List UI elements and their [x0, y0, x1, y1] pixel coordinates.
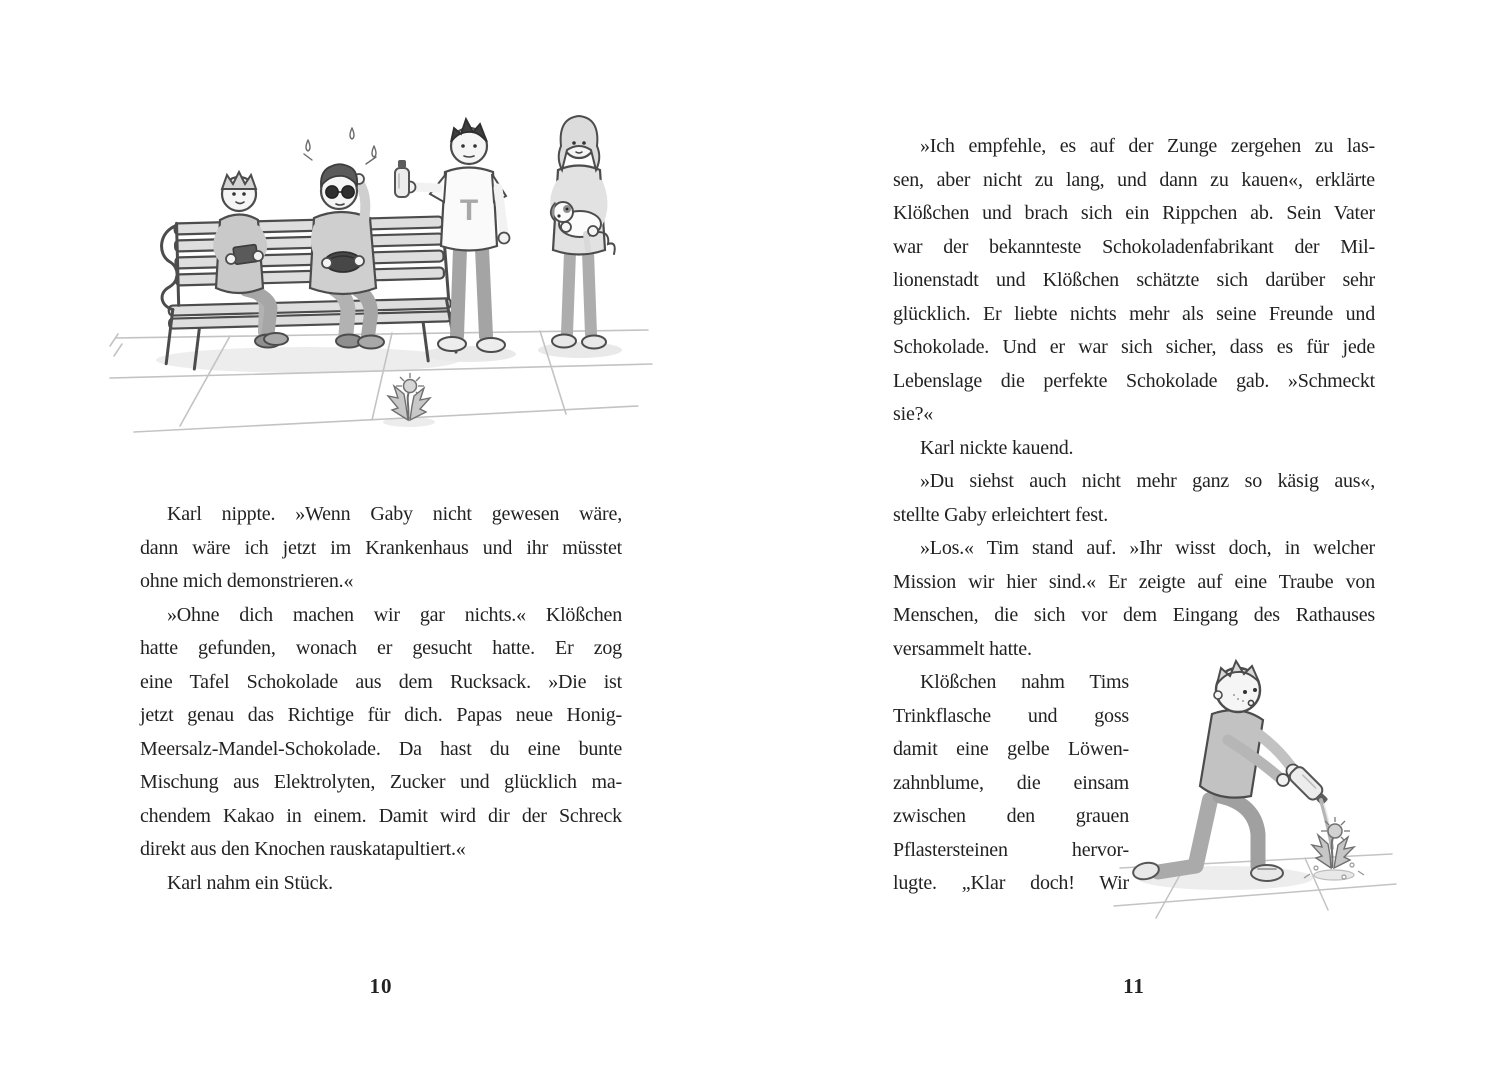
text-line: Klößchen nahm Tims: [920, 671, 1129, 693]
text-line: »Du siehst auch nicht mehr ganz so käsig aus«,: [920, 470, 1375, 492]
text-line: dann wäre ich jetzt im Krankenhaus und ihr müsstet: [140, 536, 622, 559]
paragraph: [140, 867, 622, 901]
text-line: Trinkflasche und goss: [893, 704, 1129, 727]
water-bottle: [395, 160, 409, 197]
paragraph: [140, 599, 622, 867]
paragraph: [893, 465, 1375, 532]
watering-scene-illustration: [1100, 628, 1400, 930]
dandelion: [388, 373, 430, 420]
text-line: Menschen, die sich vor dem Eingang des Rathauses: [893, 604, 1375, 626]
text-line: hatte gefunden, wonach er gesucht hatte. Er zog: [140, 637, 622, 659]
text-line: zahnblume, die einsam: [893, 771, 1129, 794]
text-line: Karl nickte kauend.: [920, 436, 1074, 459]
park-bench: [160, 216, 456, 370]
text-line: Mission wir hier sind.« Er zeigte auf eine Traube von: [893, 570, 1375, 593]
text-line: »Ohne dich machen wir gar nichts.« Klößchen: [167, 603, 622, 626]
ground-shadows: [156, 342, 622, 427]
text-line: Lebenslage die perfekte Schokolade gab. »Schmeckt: [893, 369, 1375, 392]
bench-scene-illustration: [108, 88, 656, 466]
right-page-text-narrow: [893, 666, 1129, 901]
watering-scene-svg: [1100, 628, 1400, 930]
text-line: war der bekannteste Schokoladenfabrikant der Mil-: [893, 235, 1375, 258]
text-line: ohne mich demonstrieren.«: [140, 570, 354, 592]
text-line: zwischen den grauen: [893, 805, 1129, 827]
text-line: versammelt hatte.: [893, 637, 1032, 660]
sweat-drops: [304, 128, 376, 164]
text-line: lionenstadt und Klößchen schätzte sich darüber sehr: [893, 269, 1375, 291]
tim-shirt-letter: T: [459, 194, 479, 227]
text-line: Meersalz-Mandel-Schokolade. Da hast du eine bunte: [140, 737, 622, 760]
text-line: direkt aus den Knochen rauskatapultiert.«: [140, 838, 466, 860]
text-line: eine Tafel Schokolade aus dem Rucksack. »Die ist: [140, 670, 622, 693]
text-line: jetzt genau das Richtige für dich. Papas neue Honig-: [140, 704, 622, 726]
paragraph: [140, 498, 622, 599]
text-line: damit eine gelbe Löwen-: [893, 738, 1129, 760]
text-line: stellte Gaby erleichtert fest.: [893, 503, 1109, 526]
text-line: »Ich empfehle, es auf der Zunge zergehen zu las-: [920, 135, 1375, 157]
water-bottle: [1287, 765, 1331, 809]
right-page-number: 11: [1123, 974, 1145, 998]
text-line: Karl nahm ein Stück.: [167, 871, 333, 894]
dandelion: [1304, 817, 1364, 880]
text-line: Karl nippte. »Wenn Gaby nicht gewesen wäre,: [167, 503, 622, 525]
text-line: Schokolade. Und er war sich sicher, dass es für jede: [893, 336, 1375, 358]
left-page-number: 10: [369, 974, 393, 998]
text-line: sen, aber nicht zu lang, und dann zu kauen«, erklärte: [893, 168, 1375, 191]
figure-gaby: [551, 116, 615, 349]
text-line: Klößchen und brach sich ein Rippchen ab. Sein Vater: [893, 202, 1375, 224]
figure-kneeling-boy: [1132, 661, 1333, 882]
right-page-text-full: [893, 130, 1375, 666]
paragraph: [893, 666, 1129, 901]
paragraph: [893, 130, 1375, 432]
paragraph: [893, 432, 1375, 466]
text-line: Mischung aus Elektrolyten, Zucker und glücklich ma-: [140, 771, 622, 793]
text-line: »Los.« Tim stand auf. »Ihr wisst doch, in welcher: [920, 537, 1375, 559]
text-line: chendem Kakao in einem. Damit wird dir der Schreck: [140, 804, 622, 827]
text-line: glücklich. Er liebte nichts mehr als seine Freunde und: [893, 302, 1375, 325]
text-line: Pflastersteinen hervor-: [893, 838, 1129, 861]
text-line: lugte. „Klar doch! Wir: [893, 872, 1129, 894]
text-line: sie?«: [893, 403, 934, 425]
left-page-text: [140, 498, 622, 900]
bench-scene-svg: [108, 88, 656, 466]
